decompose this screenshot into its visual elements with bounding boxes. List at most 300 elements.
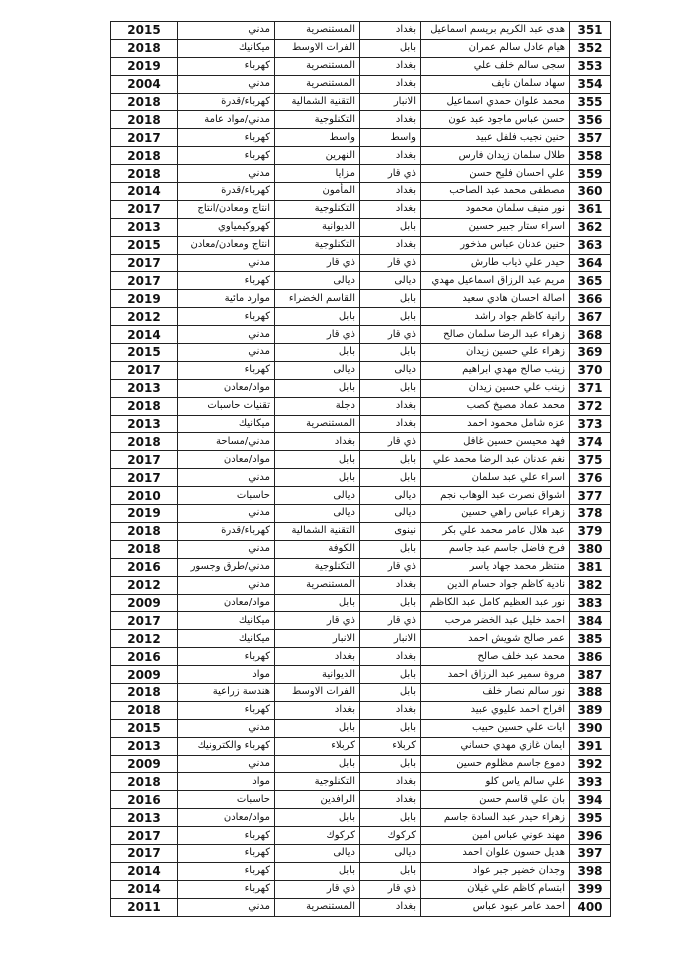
graduation-year-cell: 2018 [111,165,178,183]
governorate-cell: الانبار [360,630,421,648]
graduation-year-cell: 2017 [111,469,178,487]
graduation-year-cell: 2017 [111,612,178,630]
graduation-year-cell: 2013 [111,379,178,397]
governorate-cell: بابل [360,862,421,880]
serial-number-cell: 369 [570,344,611,362]
serial-number-cell: 373 [570,415,611,433]
governorate-cell: بابل [360,666,421,684]
institution-cell: ديالى [275,361,360,379]
institution-cell: كربلاء [275,737,360,755]
serial-number-cell: 359 [570,165,611,183]
table-row [111,469,611,487]
table-row [111,39,611,57]
graduation-year-cell: 2018 [111,683,178,701]
graduation-year-cell: 2011 [111,898,178,916]
specialization-cell: كهرباء [178,701,275,719]
institution-cell: الفرات الاوسط [275,683,360,701]
graduation-year-cell: 2018 [111,39,178,57]
serial-number-cell: 351 [570,22,611,40]
graduation-year-cell: 2010 [111,487,178,505]
table-row [111,594,611,612]
specialization-cell: كهرباء [178,147,275,165]
institution-cell: المستنصرية [275,576,360,594]
serial-number-cell: 354 [570,75,611,93]
governorate-cell: كركوك [360,827,421,845]
specialization-cell: حاسبات [178,791,275,809]
name-cell: محمد علوان حمدي اسماعيل [421,93,570,111]
name-cell: حيدر علي ذياب طارش [421,254,570,272]
specialization-cell: تقنيات حاسبات [178,397,275,415]
institution-cell: ذي قار [275,326,360,344]
name-cell: مروة سمير عبد الرزاق احمد [421,666,570,684]
name-cell: زينب صالح مهدي ابراهيم [421,361,570,379]
specialization-cell: مدني/مساحة [178,433,275,451]
name-cell: اسراء ستار جبير حسين [421,218,570,236]
serial-number-cell: 357 [570,129,611,147]
table-row [111,200,611,218]
governorate-cell: بغداد [360,791,421,809]
institution-cell: ديالى [275,505,360,523]
specialization-cell: انتاج ومعادن/انتاج [178,200,275,218]
name-cell: احمد خليل عبد الخضر مرحب [421,612,570,630]
name-cell: مصطفى محمد عبد الصاحب [421,183,570,201]
serial-number-cell: 358 [570,147,611,165]
table-row [111,75,611,93]
graduation-year-cell: 2018 [111,540,178,558]
governorate-cell: ديالى [360,505,421,523]
name-cell: سجى سالم خلف علي [421,57,570,75]
graduation-year-cell: 2016 [111,791,178,809]
governorate-cell: ذي قار [360,165,421,183]
graduation-year-cell: 2018 [111,147,178,165]
institution-cell: الديوانية [275,666,360,684]
governorate-cell: بغداد [360,576,421,594]
table-row [111,183,611,201]
governorate-cell: بغداد [360,200,421,218]
governorate-cell: بغداد [360,111,421,129]
table-row [111,505,611,523]
serial-number-cell: 395 [570,809,611,827]
institution-cell: بغداد [275,648,360,666]
name-cell: منتظر محمد جهاد ياسر [421,558,570,576]
graduation-year-cell: 2018 [111,93,178,111]
institution-cell: بابل [275,862,360,880]
governorate-cell: بابل [360,344,421,362]
governorate-cell: ذي قار [360,558,421,576]
specialization-cell: مواد/معادن [178,451,275,469]
governorate-cell: بابل [360,594,421,612]
table-row [111,683,611,701]
table-row [111,290,611,308]
serial-number-cell: 384 [570,612,611,630]
serial-number-cell: 378 [570,505,611,523]
name-cell: رانية كاظم جواد راشد [421,308,570,326]
graduation-year-cell: 2013 [111,415,178,433]
graduation-year-cell: 2015 [111,719,178,737]
institution-cell: التكنلوجية [275,236,360,254]
graduation-year-cell: 2013 [111,809,178,827]
name-cell: علي احسان فليح حسن [421,165,570,183]
serial-number-cell: 353 [570,57,611,75]
name-cell: علي سالم ياس كلو [421,773,570,791]
governorate-cell: ديالى [360,487,421,505]
table-row [111,880,611,898]
governorate-cell: ديالى [360,844,421,862]
table-row [111,648,611,666]
table-row [111,326,611,344]
institution-cell: بابل [275,308,360,326]
graduation-year-cell: 2014 [111,326,178,344]
name-cell: زينب علي حسين زيدان [421,379,570,397]
serial-number-cell: 380 [570,540,611,558]
institution-cell: ذي قار [275,880,360,898]
serial-number-cell: 400 [570,898,611,916]
institution-cell: القاسم الخضراء [275,290,360,308]
name-cell: هدى عبد الكريم بريسم اسماعيل [421,22,570,40]
table-row [111,898,611,916]
graduation-year-cell: 2018 [111,773,178,791]
table-row [111,737,611,755]
name-cell: اسراء علي عبد سلمان [421,469,570,487]
specialization-cell: كهرباء [178,129,275,147]
specialization-cell: كهرباء والكترونيك [178,737,275,755]
name-cell: محمد عماد مصيخ كصب [421,397,570,415]
specialization-cell: مواد [178,773,275,791]
governorate-cell: بابل [360,39,421,57]
governorate-cell: بغداد [360,773,421,791]
governorate-cell: ذي قار [360,326,421,344]
serial-number-cell: 392 [570,755,611,773]
specialization-cell: مواد/معادن [178,809,275,827]
graduation-year-cell: 2018 [111,701,178,719]
graduation-year-cell: 2017 [111,361,178,379]
governorate-cell: ذي قار [360,880,421,898]
table-body [111,22,611,917]
serial-number-cell: 379 [570,522,611,540]
institution-cell: بابل [275,809,360,827]
specialization-cell: كهروكيمياوي [178,218,275,236]
table-row [111,809,611,827]
serial-number-cell: 368 [570,326,611,344]
institution-cell: ديالى [275,487,360,505]
institution-cell: دجلة [275,397,360,415]
table-row [111,236,611,254]
specialization-cell: كهرباء/قدرة [178,522,275,540]
serial-number-cell: 387 [570,666,611,684]
institution-cell: المستنصرية [275,898,360,916]
governorate-cell: بابل [360,755,421,773]
institution-cell: بابل [275,594,360,612]
governorate-cell: بابل [360,809,421,827]
institution-cell: الديوانية [275,218,360,236]
name-cell: احمد عامر عبود عباس [421,898,570,916]
graduation-year-cell: 2012 [111,308,178,326]
table-row [111,129,611,147]
governorate-cell: ديالى [360,272,421,290]
specialization-cell: كهرباء [178,880,275,898]
graduation-year-cell: 2014 [111,862,178,880]
name-cell: حسن عباس ماجود عبد عون [421,111,570,129]
serial-number-cell: 397 [570,844,611,862]
institution-cell: الكوفة [275,540,360,558]
name-cell: زهراء علي حسين زيدان [421,344,570,362]
serial-number-cell: 382 [570,576,611,594]
serial-number-cell: 398 [570,862,611,880]
name-cell: عمر صالح شويش احمد [421,630,570,648]
table-row [111,433,611,451]
name-cell: محمد عبد خلف صالح [421,648,570,666]
governorate-cell: بغداد [360,183,421,201]
serial-number-cell: 390 [570,719,611,737]
serial-number-cell: 399 [570,880,611,898]
governorate-cell: بابل [360,719,421,737]
graduation-year-cell: 2009 [111,755,178,773]
specialization-cell: مدني [178,254,275,272]
institution-cell: بابل [275,469,360,487]
graduation-year-cell: 2018 [111,397,178,415]
governorate-cell: بابل [360,218,421,236]
specialization-cell: مدني [178,344,275,362]
graduation-year-cell: 2012 [111,630,178,648]
governorate-cell: ذي قار [360,254,421,272]
institution-cell: المستنصرية [275,22,360,40]
institution-cell: ديالى [275,272,360,290]
governorate-cell: بغداد [360,236,421,254]
serial-number-cell: 393 [570,773,611,791]
graduation-year-cell: 2017 [111,254,178,272]
table-row [111,57,611,75]
specialization-cell: مدني [178,719,275,737]
institution-cell: التكنلوجية [275,200,360,218]
specialization-cell: مدني [178,755,275,773]
table-row [111,165,611,183]
table-row [111,147,611,165]
specialization-cell: مدني [178,75,275,93]
specialization-cell: ميكانيك [178,630,275,648]
institution-cell: ديالى [275,844,360,862]
name-cell: افراح احمد عليوي عبيد [421,701,570,719]
governorate-cell: بابل [360,469,421,487]
specialization-cell: كهرباء [178,272,275,290]
graduation-year-cell: 2013 [111,218,178,236]
governorate-cell: بغداد [360,898,421,916]
governorate-cell: نينوى [360,522,421,540]
graduation-year-cell: 2014 [111,880,178,898]
governorate-cell: ديالى [360,361,421,379]
institution-cell: بابل [275,379,360,397]
name-cell: هديل حسون علوان احمد [421,844,570,862]
institution-cell: ذي قار [275,612,360,630]
institution-cell: ذي قار [275,254,360,272]
serial-number-cell: 367 [570,308,611,326]
specialization-cell: مدني [178,505,275,523]
table-row [111,379,611,397]
governorate-cell: بغداد [360,415,421,433]
institution-cell: المستنصرية [275,415,360,433]
serial-number-cell: 356 [570,111,611,129]
governorate-cell: بغداد [360,147,421,165]
name-cell: نور منيف سلمان محمود [421,200,570,218]
serial-number-cell: 394 [570,791,611,809]
name-cell: دموع جاسم مظلوم حسين [421,755,570,773]
name-cell: اشواق نصرت عبد الوهاب نجم [421,487,570,505]
name-cell: زهراء عباس راهي حسين [421,505,570,523]
specialization-cell: كهرباء [178,827,275,845]
name-cell: عزه شامل محمود احمد [421,415,570,433]
specialization-cell: مدني [178,540,275,558]
specialization-cell: كهرباء [178,844,275,862]
graduation-year-cell: 2017 [111,844,178,862]
specialization-cell: حاسبات [178,487,275,505]
specialization-cell: كهرباء [178,862,275,880]
specialization-cell: مدني [178,165,275,183]
graduation-year-cell: 2017 [111,451,178,469]
specialization-cell: هندسة زراعية [178,683,275,701]
serial-number-cell: 360 [570,183,611,201]
table-row [111,451,611,469]
governorate-cell: بابل [360,290,421,308]
name-cell: حنين نجيب فلفل عبيد [421,129,570,147]
institution-cell: بابل [275,344,360,362]
serial-number-cell: 374 [570,433,611,451]
specialization-cell: ميكانيك [178,612,275,630]
serial-number-cell: 364 [570,254,611,272]
serial-number-cell: 391 [570,737,611,755]
graduation-year-cell: 2014 [111,183,178,201]
graduation-year-cell: 2017 [111,827,178,845]
name-cell: بان علي قاسم حسن [421,791,570,809]
governorate-cell: بابل [360,540,421,558]
specialization-cell: كهرباء [178,648,275,666]
serial-number-cell: 383 [570,594,611,612]
institution-cell: التكنلوجية [275,773,360,791]
name-cell: هيام عادل سالم عمران [421,39,570,57]
specialization-cell: موارد مائية [178,290,275,308]
table-row [111,218,611,236]
institution-cell: بغداد [275,433,360,451]
serial-number-cell: 385 [570,630,611,648]
specialization-cell: ميكانيك [178,39,275,57]
institution-cell: الرافدين [275,791,360,809]
governorate-cell: كربلاء [360,737,421,755]
table-row [111,487,611,505]
name-cell: نور سالم نصار خلف [421,683,570,701]
specialization-cell: كهرباء [178,57,275,75]
name-cell: فرح فاضل جاسم عبد جاسم [421,540,570,558]
serial-number-cell: 388 [570,683,611,701]
table-row [111,862,611,880]
graduation-year-cell: 2019 [111,57,178,75]
institution-cell: التقنية الشمالية [275,522,360,540]
table-row [111,719,611,737]
governorate-cell: بغداد [360,701,421,719]
institution-cell: المستنصرية [275,57,360,75]
specialization-cell: انتاج ومعادن/معادن [178,236,275,254]
governorate-cell: واسط [360,129,421,147]
institution-cell: كركوك [275,827,360,845]
serial-number-cell: 381 [570,558,611,576]
table-row [111,666,611,684]
specialization-cell: مواد/معادن [178,379,275,397]
specialization-cell: مدني/مواد عامة [178,111,275,129]
serial-number-cell: 375 [570,451,611,469]
table-row [111,701,611,719]
governorate-cell: بغداد [360,22,421,40]
name-cell: ايمان غازي مهدي حساني [421,737,570,755]
serial-number-cell: 376 [570,469,611,487]
table-row [111,791,611,809]
graduation-year-cell: 2017 [111,272,178,290]
specialization-cell: كهرباء [178,308,275,326]
table-row [111,540,611,558]
governorate-cell: ذي قار [360,612,421,630]
graduation-year-cell: 2019 [111,290,178,308]
institution-cell: المستنصرية [275,75,360,93]
table-row [111,344,611,362]
serial-number-cell: 366 [570,290,611,308]
table-row [111,397,611,415]
governorate-cell: ذي قار [360,433,421,451]
institution-cell: التقنية الشمالية [275,93,360,111]
governorate-cell: الانبار [360,93,421,111]
table-row [111,22,611,40]
table-row [111,844,611,862]
graduation-year-cell: 2013 [111,737,178,755]
table-row [111,272,611,290]
table-row [111,827,611,845]
graduation-year-cell: 2016 [111,558,178,576]
name-cell: مهند عوني عباس امين [421,827,570,845]
specialization-cell: مدني [178,326,275,344]
institution-cell: بابل [275,719,360,737]
governorate-cell: بابل [360,308,421,326]
serial-number-cell: 352 [570,39,611,57]
governorate-cell: بابل [360,683,421,701]
serial-number-cell: 377 [570,487,611,505]
graduation-year-cell: 2017 [111,200,178,218]
graduation-year-cell: 2015 [111,236,178,254]
name-cell: عبد هلال عامر محمد علي بكر [421,522,570,540]
specialization-cell: كهرباء [178,361,275,379]
name-cell: نغم عدنان عبد الرضا محمد علي [421,451,570,469]
graduation-year-cell: 2009 [111,666,178,684]
name-cell: مريم عبد الرزاق اسماعيل مهدي [421,272,570,290]
table-row [111,576,611,594]
specialization-cell: مدني [178,576,275,594]
governorate-cell: بغداد [360,57,421,75]
name-cell: فهد محيسن حسين غافل [421,433,570,451]
name-cell: ايات علي حسين حبيب [421,719,570,737]
specialization-cell: مواد/معادن [178,594,275,612]
name-cell: حنين عدنان عباس مذخور [421,236,570,254]
name-cell: نادية كاظم جواد حسام الدين [421,576,570,594]
table-row [111,612,611,630]
serial-number-cell: 355 [570,93,611,111]
graduation-year-cell: 2009 [111,594,178,612]
name-cell: وجدان خضير جبر عواد [421,862,570,880]
serial-number-cell: 362 [570,218,611,236]
specialization-cell: ميكانيك [178,415,275,433]
governorate-cell: بابل [360,451,421,469]
specialization-cell: مدني [178,22,275,40]
table-row [111,361,611,379]
institution-cell: بابل [275,451,360,469]
table-row [111,254,611,272]
name-cell: زهراء حيدر عبد السادة جاسم [421,809,570,827]
serial-number-cell: 365 [570,272,611,290]
table-row [111,415,611,433]
serial-number-cell: 361 [570,200,611,218]
